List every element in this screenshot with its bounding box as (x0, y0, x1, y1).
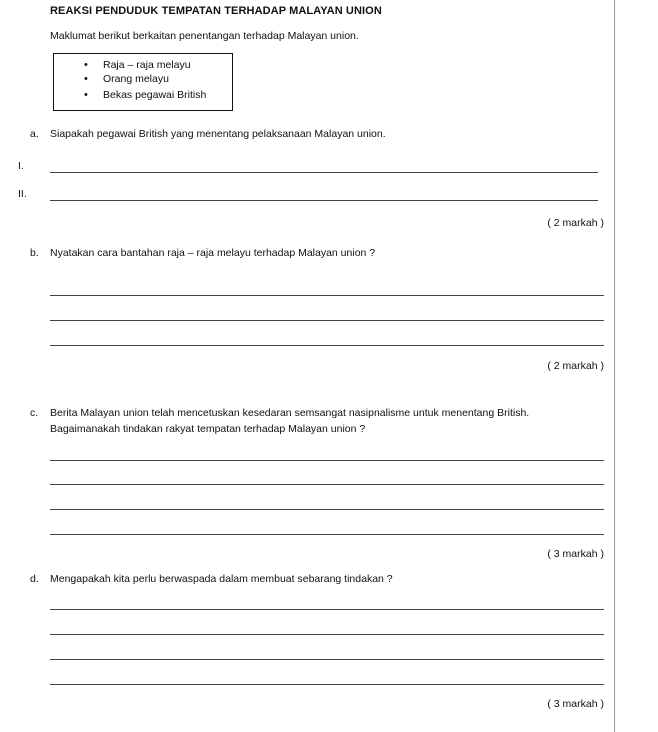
question-d-text: Mengapakah kita perlu berwaspada dalam membuat sebarang tindakan ? (50, 573, 393, 585)
answer-line[interactable] (50, 509, 604, 510)
answer-line[interactable] (50, 295, 604, 296)
info-box (53, 53, 233, 111)
question-c-marks: ( 3 markah ) (547, 548, 604, 560)
answer-line[interactable] (50, 534, 604, 535)
question-b-label: b. (30, 247, 39, 259)
answer-line[interactable] (50, 345, 604, 346)
question-c-text-line2: Bagaimanakah tindakan rakyat tempatan terhadap Malayan union ? (50, 423, 366, 435)
box-item: • Orang melayu (103, 72, 169, 87)
question-a-label: a. (30, 128, 39, 140)
box-item: • Raja – raja melayu (103, 58, 191, 73)
answer-line[interactable] (50, 634, 604, 635)
question-a-marks: ( 2 markah ) (547, 217, 604, 229)
answer-line[interactable] (50, 659, 604, 660)
answer-line[interactable] (50, 609, 604, 610)
question-a-text: Siapakah pegawai British yang menentang pelaksanaan Malayan union. (50, 128, 386, 140)
answer-line[interactable] (50, 684, 604, 685)
question-d-marks: ( 3 markah ) (547, 698, 604, 710)
roman-label-1: I. (18, 160, 24, 172)
question-b-text: Nyatakan cara bantahan raja – raja melayu terhadap Malayan union ? (50, 247, 376, 259)
answer-line[interactable] (50, 172, 598, 173)
answer-line[interactable] (50, 200, 598, 201)
worksheet-title: REAKSI PENDUDUK TEMPATAN TERHADAP MALAYAN UNION (50, 5, 382, 17)
answer-line[interactable] (50, 484, 604, 485)
question-c-text-line1: Berita Malayan union telah mencetuskan kesedaran semsangat nasipnalisme untuk menentang British. (50, 407, 530, 419)
roman-label-2: II. (18, 188, 27, 200)
answer-line[interactable] (50, 460, 604, 461)
question-b-marks: ( 2 markah ) (547, 360, 604, 372)
answer-line[interactable] (50, 320, 604, 321)
question-c-label: c. (30, 407, 39, 419)
intro-text: Maklumat berikut berkaitan penentangan terhadap Malayan union. (50, 30, 359, 42)
box-item: • Bekas pegawai British (103, 88, 206, 103)
question-d-label: d. (30, 573, 39, 585)
